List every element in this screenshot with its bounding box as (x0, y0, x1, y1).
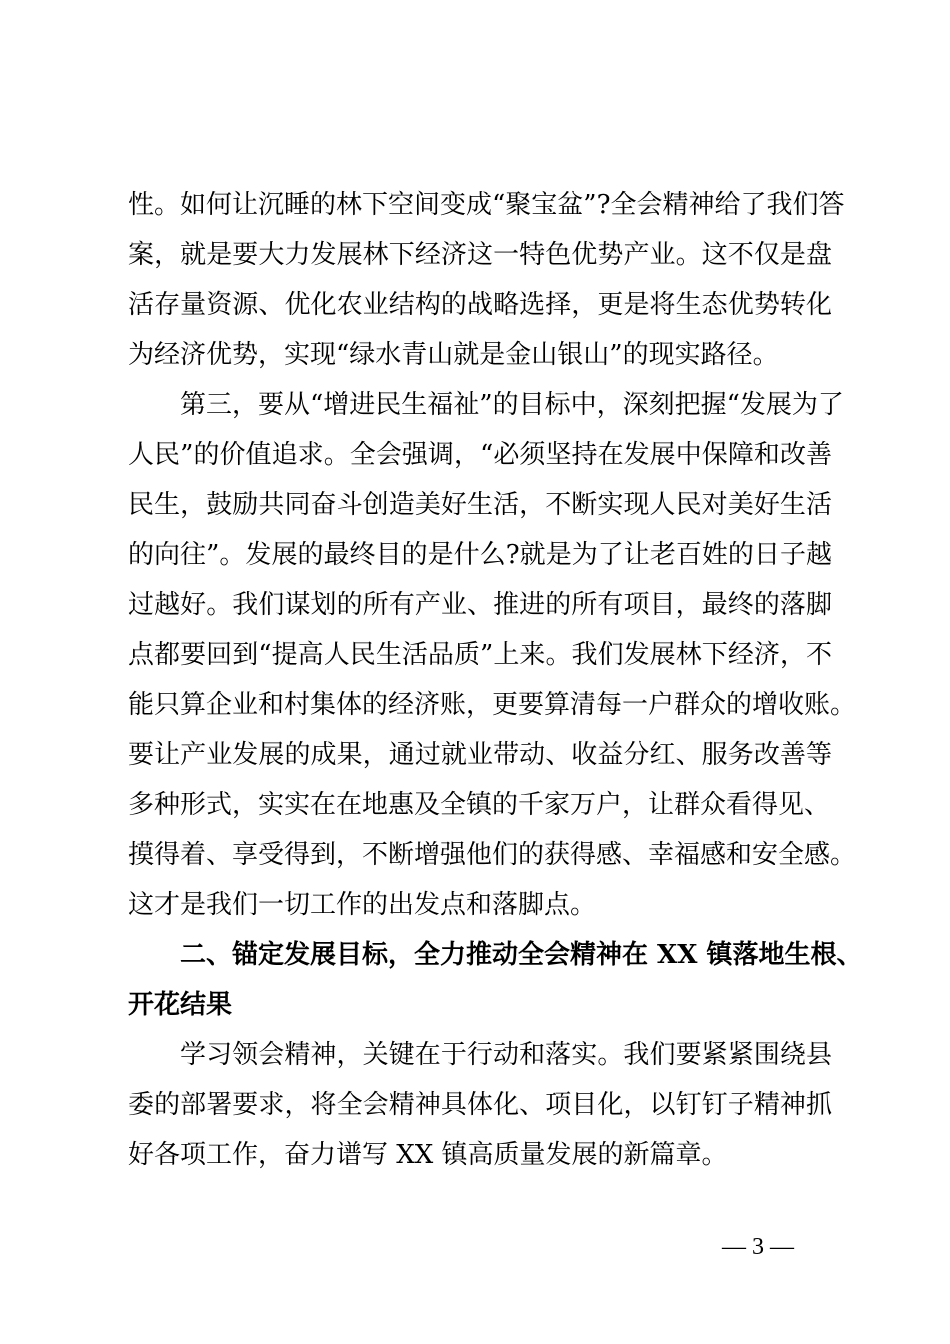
text-line: 好各项工作，奋力谱写 XX 镇高质量发展的新篇章。 (128, 1140, 728, 1170)
section-heading: 二、锚定发展目标，全力推动全会精神在 XX 镇落地生根、 (180, 940, 863, 970)
text-line: 摸得着、享受得到，不断增强他们的获得感、幸福感和安全感。 (128, 840, 857, 870)
text-line: 多种形式，实实在在地惠及全镇的千家万户，让群众看得见、 (128, 790, 831, 820)
text-line: 这才是我们一切工作的出发点和落脚点。 (128, 890, 597, 920)
text-line: 为经济优势，实现“绿水青山就是金山银山”的现实路径。 (128, 340, 779, 370)
text-line: 人民”的价值追求。全会强调，“必须坚持在发展中保障和改善 (128, 440, 832, 470)
text-line: 民生，鼓励共同奋斗创造美好生活，不断实现人民对美好生活 (128, 490, 832, 520)
text-line: 过越好。我们谋划的所有产业、推进的所有项目，最终的落脚 (128, 590, 832, 620)
text-line: 案，就是要大力发展林下经济这一特色优势产业。这不仅是盘 (128, 240, 832, 270)
text-line: 第三，要从“增进民生福祉”的目标中，深刻把握“发展为了 (180, 390, 844, 420)
text-line: 点都要回到“提高人民生活品质”上来。我们发展林下经济，不 (128, 640, 832, 670)
text-line: 能只算企业和村集体的经济账，更要算清每一户群众的增收账。 (128, 690, 857, 720)
text-line: 学习领会精神，关键在于行动和落实。我们要紧紧围绕县 (180, 1040, 832, 1070)
text-line: 性。如何让沉睡的林下空间变成“聚宝盆”?全会精神给了我们答 (128, 190, 845, 220)
page-number: — 3 — (722, 1234, 794, 1260)
document-body (128, 180, 863, 1180)
text-line: 的向往”。发展的最终目的是什么?就是为了让老百姓的日子越 (128, 540, 832, 570)
text-line: 活存量资源、优化农业结构的战略选择，更是将生态优势转化 (128, 290, 832, 320)
text-line: 要让产业发展的成果，通过就业带动、收益分红、服务改善等 (128, 740, 832, 770)
text-line: 委的部署要求，将全会精神具体化、项目化，以钉钉子精神抓 (128, 1090, 832, 1120)
section-heading: 开花结果 (128, 990, 233, 1020)
